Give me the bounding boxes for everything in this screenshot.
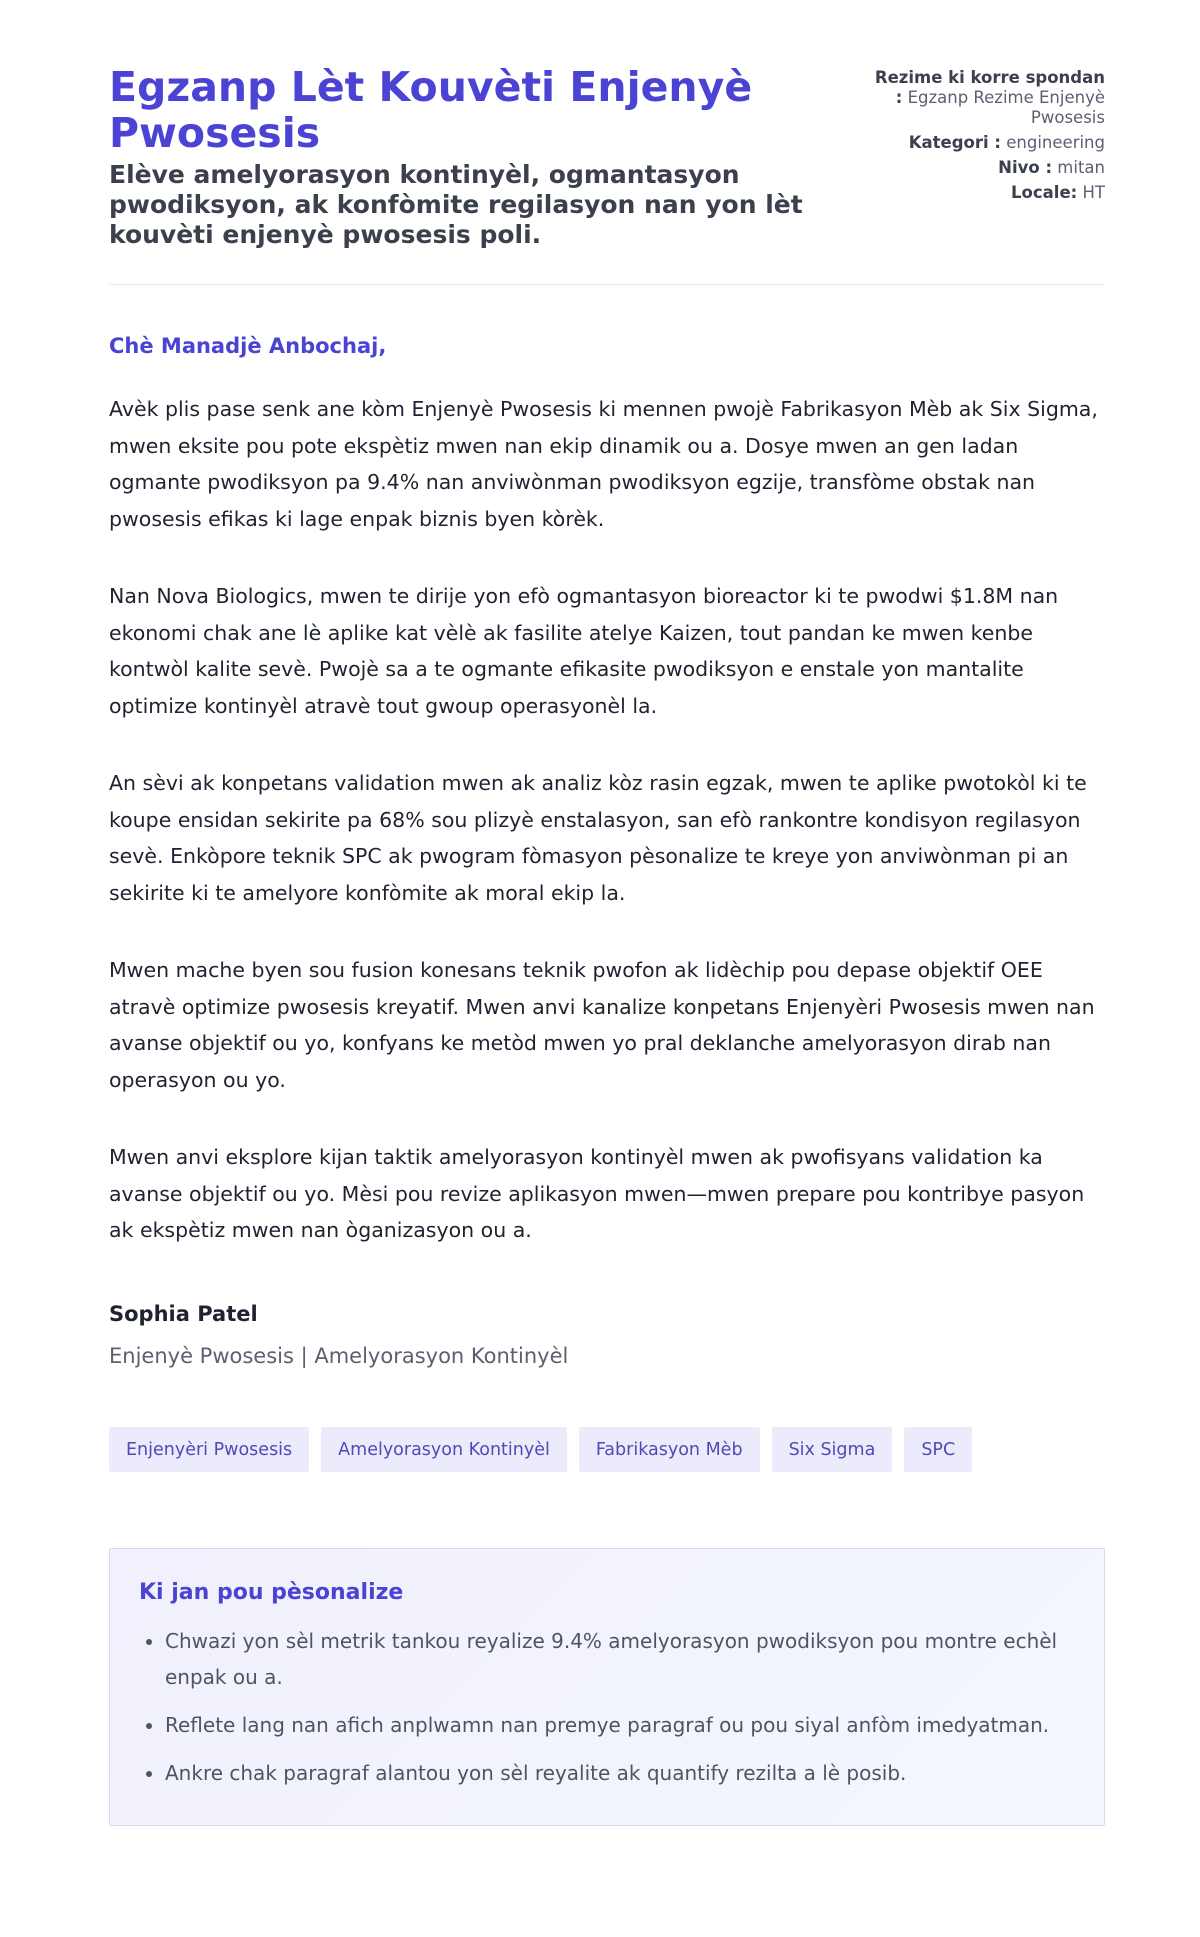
skill-tag[interactable]: Fabrikasyon Mèb — [579, 1427, 760, 1472]
letter-body — [109, 391, 1105, 1249]
signature-role: Enjenyè Pwosesis | Amelyorasyon Kontinyèl — [109, 1343, 569, 1368]
skill-tag[interactable]: SPC — [904, 1427, 972, 1472]
meta-resume-value[interactable]: Egzanp Rezime Enjenyè Pwosesis — [907, 88, 1105, 127]
letter-paragraph: Mwen mache byen sou fusion konesans teknik pwofon ak lidèchip pou depase objektif OEE atravè optimize pwosesis kreyatif. Mwen anvi kanalize konpetans Enjenyèri Pwosesis mwen nan avanse objektif ou yo, konfyans ke metòd mwen yo pral deklanche amelyorasyon dirab nan operasyon ou yo. — [109, 958, 1095, 1092]
skill-tag[interactable]: Six Sigma — [772, 1427, 893, 1472]
header-titles — [109, 64, 839, 250]
meta-locale-value: HT — [1082, 183, 1105, 202]
letter-paragraph: Avèk plis pase senk ane kòm Enjenyè Pwosesis ki mennen pwojè Fabrikasyon Mèb ak Six Sigma, mwen eksite pou pote ekspètiz mwen nan ekip dinamik ou a. Dosye mwen an gen ladan ogmante pwodiksyon pa 9.4% nan anviwònman pwodiksyon egzije, transfòme obstak nan pwosesis efikas ki lage enpak biznis byen kòrèk. — [109, 397, 1098, 531]
tips-list-item: • Ankre chak paragraf alantou yon sèl reyalite ak quantify rezilta a lè posib. — [165, 1755, 1074, 1791]
meta-category-value: engineering — [1006, 133, 1105, 152]
signature-name: Sophia Patel — [109, 1301, 258, 1326]
meta-level — [865, 158, 1105, 178]
meta-locale-label: Locale: — [1011, 183, 1078, 202]
tips-list-item: • Chwazi yon sèl metrik tankou reyalize 9.4% amelyorasyon pwodiksyon pou montre echèl enpak ou a. — [165, 1623, 1074, 1695]
skill-tags — [109, 1427, 1105, 1472]
page-subtitle: Elève amelyorasyon kontinyèl, ogmantasyon pwodiksyon, ak konfòmite regilasyon nan yon lèt kouvèti enjenyè pwosesis poli. — [109, 160, 803, 249]
page-title: Egzanp Lèt Kouvèti Enjenyè Pwosesis — [109, 63, 753, 157]
skill-tag[interactable]: Amelyorasyon Kontinyèl — [321, 1427, 567, 1472]
tips-list-item: • Reflete lang nan afich anplwamn nan premye paragraf ou pou siyal anfòm imedyatman. — [165, 1707, 1074, 1743]
page-header — [109, 64, 1105, 285]
tips-list — [139, 1623, 1074, 1791]
skill-tag[interactable]: Enjenyèri Pwosesis — [109, 1427, 309, 1472]
meta-panel — [865, 68, 1105, 208]
cover-letter-page — [109, 64, 1105, 1826]
meta-level-label: Nivo : — [998, 158, 1053, 177]
meta-category — [865, 133, 1105, 153]
meta-category-label: Kategori : — [908, 133, 1002, 152]
customization-tips-box — [109, 1548, 1105, 1826]
meta-locale — [865, 183, 1105, 203]
letter-paragraph: Mwen anvi eksplore kijan taktik amelyorasyon kontinyèl mwen ak pwofisyans validation ka avanse objektif ou yo. Mèsi pou revize aplikasyon mwen—mwen prepare pou kontribye pasyon ak ekspètiz mwen nan òganizasyon ou a. — [109, 1145, 1085, 1242]
letter-salutation: Chè Manadjè Anbochaj, — [109, 334, 387, 358]
meta-resume-label: Rezime ki korre spondan : — [874, 68, 1105, 107]
meta-level-value: mitan — [1057, 158, 1105, 177]
letter-paragraph: An sèvi ak konpetans validation mwen ak analiz kòz rasin egzak, mwen te aplike pwotokòl ki te koupe ensidan sekirite pa 68% sou plizyè enstalasyon, san efò rankontre kondisyon regilasyon sevè. Enkòpore teknik SPC ak pwogram fòmasyon pèsonalize te kreye yon anviwònman pi an sekirite ki te amelyore konfòmite ak moral ekip la. — [109, 771, 1087, 905]
letter-paragraph: Nan Nova Biologics, mwen te dirije yon efò ogmantasyon bioreactor ki te pwodwi $1.8M nan ekonomi chak ane lè aplike kat vèlè ak fasilite atelye Kaizen, tout pandan ke mwen kenbe kontwòl kalite sevè. Pwojè sa a te ogmante efikasite pwodiksyon e enstale yon mantalite optimize kontinyèl atravè tout gwoup operasyonèl la. — [109, 584, 1059, 718]
meta-resume — [865, 68, 1105, 128]
tips-title: Ki jan pou pèsonalize — [139, 1579, 404, 1605]
